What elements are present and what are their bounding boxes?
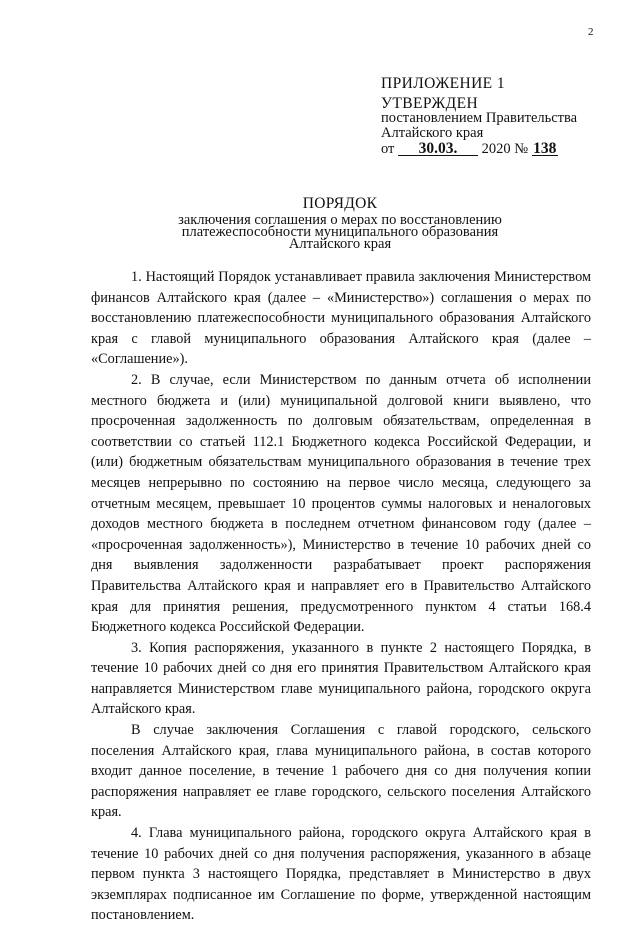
decree-year: 2020 № [481, 141, 529, 157]
title-line-2: заключения соглашения о мерах по восстановлению [178, 212, 502, 228]
paragraph-2: 2. В случае, если Министерством по данным отчета об исполнении местного бюджета и (или) муниципальной долговой книги выявлено, что просроченная задолженность по долговым обязательствам, определенная в соответствии со статьей 112.1 Бюджетного кодекса Российской Федерации, и (или) бюджетным обязательствам муниципального образования в течение трех месяцев непрерывно по состоянию на первое число месяца, следующего за отчетным месяцем, превышает 10 процентов суммы налоговых и неналоговых доходов местного бюджета в последнем отчетном финансовом году (далее – «просроченная задолженность»), Министерство в течение 10 рабочих дней со дня выявления задолженности разрабатывает проект распоряжения Правительства Алтайского края и направляет его в Правительство Алтайского края для принятия решения, предусмотренного пунктом 4 статьи 168.4 Бюджетного кодекса Российской Федерации. [91, 371, 591, 636]
approved-label: УТВЕРЖДЕН [381, 95, 479, 112]
paragraph-3: 3. Копия распоряжения, указанного в пункте 2 настоящего Порядка, в течение 10 рабочих дней со дня его принятия Правительством Алтайского края направляется Министерством главе муниципального района, городского округа Алтайского края. [91, 639, 591, 718]
document-title [90, 195, 590, 252]
paragraph-5: 4. Глава муниципального района, городского округа Алтайского края в течение 10 рабочих дней со дня получения распоряжения, указанного в абзаце первом пункта 3 настоящего Порядка, представляет в Министерство в двух экземплярах подписанное им Соглашение по форме, утвержденной настоящим постановлением. [91, 825, 591, 924]
paragraph-4: В случае заключения Соглашения с главой городского, сельского поселения Алтайского края, глава муниципального района, в состав которого входит данное поселение, в течение 1 рабочего дня со дня получения копии распоряжения направляет ее главе городского, сельского поселения Алтайского края. [91, 722, 591, 821]
decree-number: 138 [533, 140, 557, 157]
approved-by-line-1: постановлением Правительства [381, 110, 578, 126]
document-body [91, 267, 591, 926]
from-label: от [381, 141, 395, 157]
page-number: 2 [588, 26, 594, 38]
paragraph-1: 1. Настоящий Порядок устанавливает правила заключения Министерством финансов Алтайского края (далее – «Министерство») соглашения о мерах по восстановлению платежеспособности муниципального образования Алтайского края с главой муниципального образования Алтайского края (далее – «Соглашение»). [91, 269, 591, 368]
appendix-label: ПРИЛОЖЕНИЕ 1 [381, 75, 505, 92]
title-heading: ПОРЯДОК [302, 195, 378, 212]
decree-date-line [381, 142, 577, 157]
title-line-3: платежеспособности муниципального образования [181, 224, 499, 240]
approval-block [381, 76, 577, 157]
approved-by-line-2: Алтайского края [381, 125, 484, 141]
decree-date: 30.03. [398, 142, 478, 156]
title-line-4: Алтайского края [288, 236, 392, 252]
